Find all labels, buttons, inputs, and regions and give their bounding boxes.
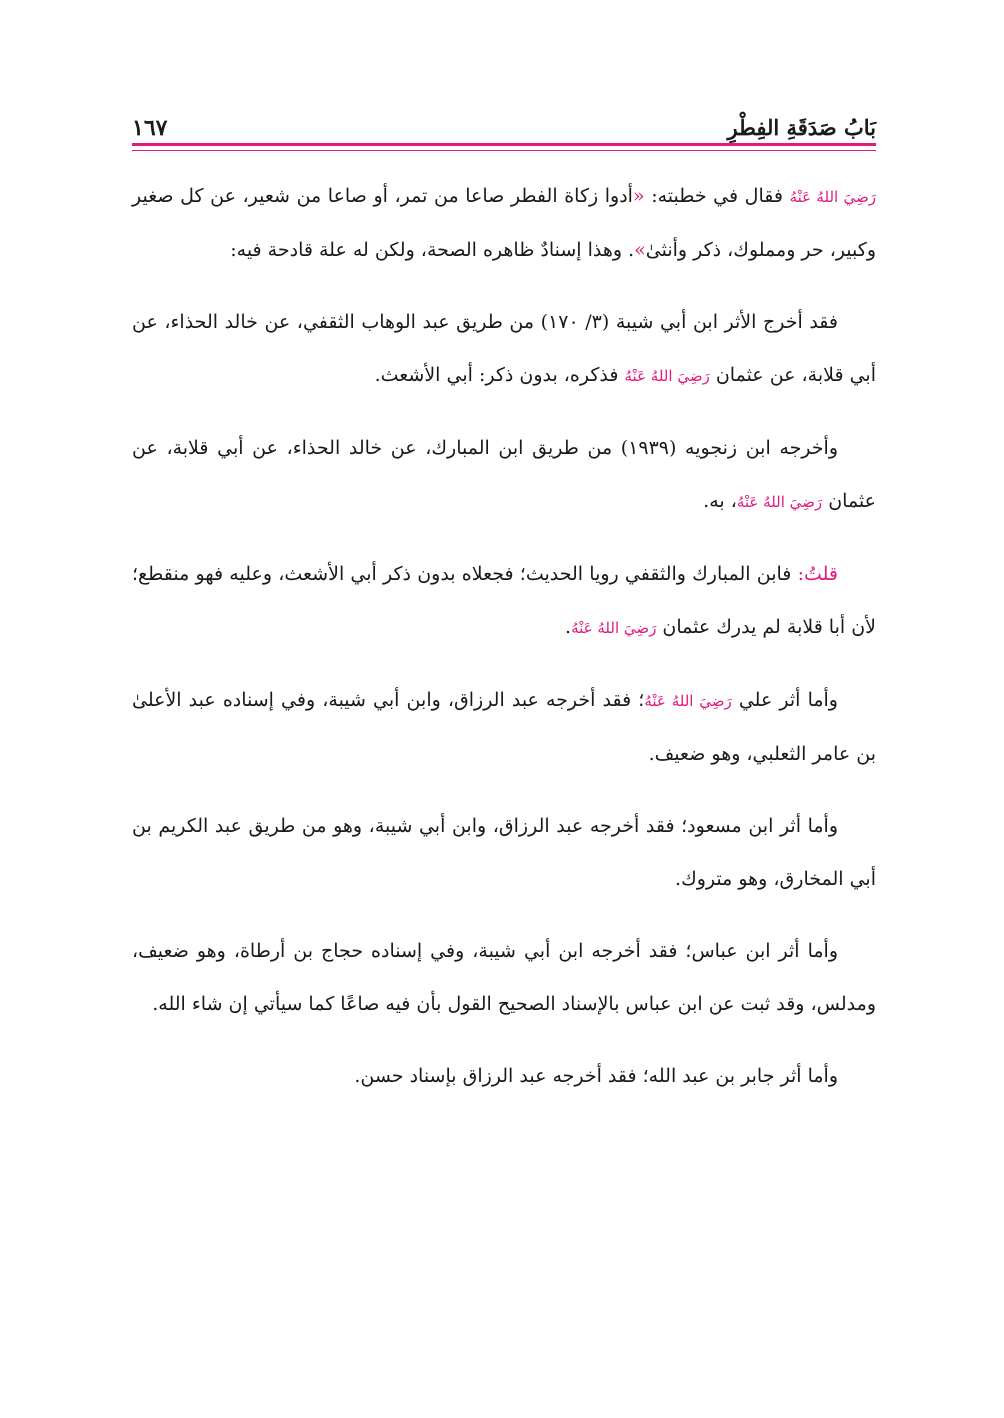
paragraph-text: فذكره، بدون ذكر: أبي الأشعث. — [374, 363, 625, 386]
paragraph-3 — [132, 422, 876, 528]
page-number: ١٦٧ — [132, 115, 168, 141]
paragraph-5 — [132, 674, 876, 780]
paragraph-text: ؛ فقد أخرجه عبد الرزاق، وابن أبي شيبة، وفي إسناده عبد الأعلىٰ بن عامر الثعلبي، وهو ضعيف. — [132, 689, 876, 765]
header-rule-thin — [132, 150, 876, 151]
paragraph-text: فابن المبارك والثقفي رويا الحديث؛ فجعلاه بدون ذكر أبي الأشعث، وعليه فهو منقطع؛ لأن أبا قلابة لم يدرك عثمان — [132, 563, 876, 638]
paragraph-text: . — [565, 615, 572, 638]
quote-close-mark: » — [634, 238, 646, 261]
paragraph-text: وأخرجه ابن زنجويه (١٩٣٩) من طريق ابن المبارك، عن خالد الحذاء، عن أبي قلابة، عن عثمان — [132, 437, 876, 512]
paragraph-1 — [132, 170, 876, 276]
paragraph-text: فقال في خطبته: — [644, 185, 783, 207]
hadith-quote: أدوا زكاة الفطر صاعا من تمر، أو صاعا من شعير، عن كل صغير وكبير، حر ومملوك، ذكر وأنثىٰ — [132, 185, 876, 261]
chapter-title: بَابُ صَدَقَةِ الفِطْرِ — [727, 115, 876, 140]
header-rule-thick — [132, 143, 876, 146]
page-header — [132, 112, 876, 152]
paragraph-text: . وهذا إسنادٌ ظاهره الصحة، ولكن له علة قادحة فيه: — [230, 238, 635, 261]
quote-open-mark: « — [632, 185, 645, 207]
honorific-mark: رَضِيَ اللهُ عَنْهُ — [571, 618, 657, 637]
paragraph-text: وأما أثر ابن عباس؛ فقد أخرجه ابن أبي شيبة، وفي إسناده حجاج بن أرطاة، وهو ضعيف، ومدلس، وقد ثبت عن ابن عباس بالإسناد الصحيح القول بأن فيه صاعًا كما سيأتي إن شاء الله. — [132, 940, 876, 1015]
qultu-label: قلتُ: — [797, 563, 838, 585]
paragraph-2 — [132, 296, 876, 402]
honorific-mark: رَضِيَ اللهُ عَنْهُ — [736, 492, 823, 511]
honorific-mark: رَضِيَ اللهُ عَنْهُ — [624, 366, 710, 385]
paragraph-6 — [132, 800, 876, 905]
paragraph-text: ، به. — [703, 489, 737, 512]
honorific-mark: رَضِيَ اللهُ عَنْهُ — [789, 188, 876, 206]
paragraph-text: وأما أثر ابن مسعود؛ فقد أخرجه عبد الرزاق، وابن أبي شيبة، وهو من طريق عبد الكريم بن أبي المخارق، وهو متروك. — [132, 815, 876, 890]
paragraph-7 — [132, 925, 876, 1030]
honorific-mark: رَضِيَ اللهُ عَنْهُ — [644, 692, 732, 710]
paragraph-4 — [132, 548, 876, 654]
page-body — [132, 170, 876, 1103]
paragraph-text: وأما أثر جابر بن عبد الله؛ فقد أخرجه عبد الرزاق بإسناد حسن. — [354, 1065, 838, 1087]
paragraph-8 — [132, 1050, 876, 1103]
paragraph-text: فقد أخرج الأثر ابن أبي شيبة (٣/ ١٧٠) من طريق عبد الوهاب الثقفي، عن خالد الحذاء، عن أبي قلابة، عن عثمان — [132, 311, 876, 386]
paragraph-text: وأما أثر علي — [731, 689, 838, 711]
